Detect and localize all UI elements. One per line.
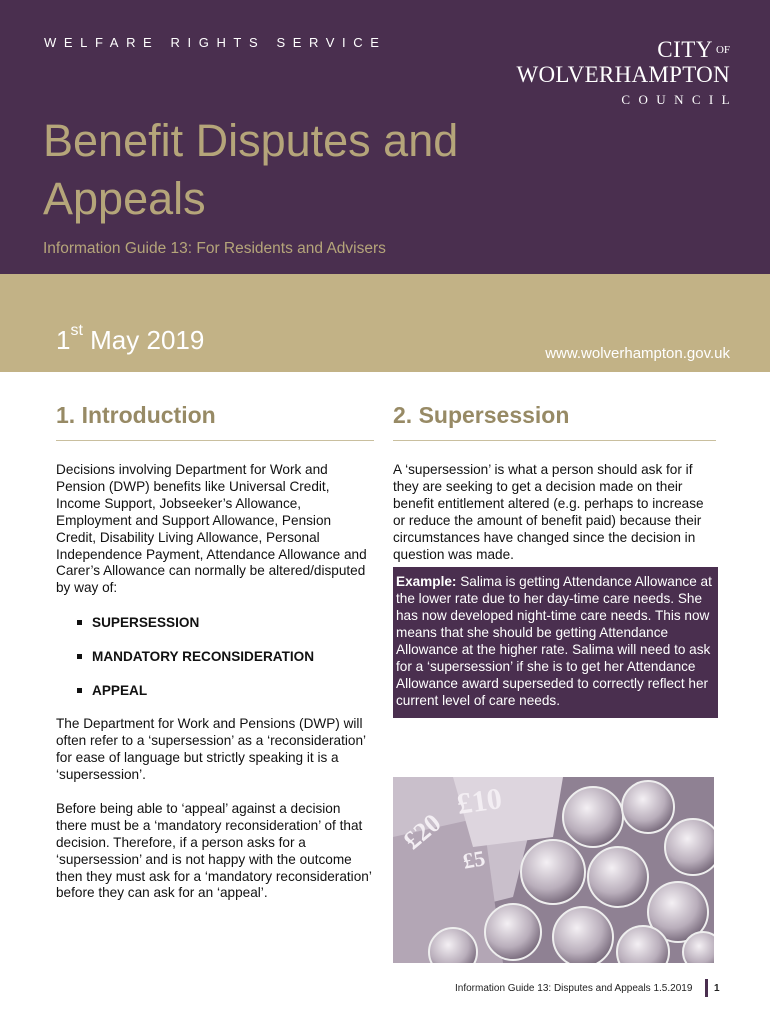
council-logo xyxy=(516,37,738,108)
service-name: WELFARE RIGHTS SERVICE xyxy=(44,35,387,50)
logo-of: OF xyxy=(715,44,730,56)
list-item: SUPERSESSION xyxy=(76,614,374,631)
logo-city: CITY xyxy=(657,37,713,62)
introduction-heading: 1. Introduction xyxy=(56,402,216,428)
website-link[interactable]: www.wolverhampton.gov.uk xyxy=(545,345,730,362)
note-label-20: £20 xyxy=(397,807,447,856)
example-text: Salima is getting Attendance Allowance at the lower rate due to her day-time care needs. She has now developed night-time care needs. This now means that she should be getting Attendance Allowance at the higher rate. Salima will need to ask for a ‘supersession’ if she is to get her Attendance Allowance award superseded to correctly reflect her current level of care needs. xyxy=(396,574,712,708)
heading-rule xyxy=(393,440,716,441)
list-item: MANDATORY RECONSIDERATION xyxy=(76,648,374,665)
logo-council: COUNCIL xyxy=(621,92,738,107)
footer-text: Information Guide 13: Disputes and Appeals 1.5.2019 xyxy=(455,983,693,994)
dispute-methods-list xyxy=(76,614,374,699)
introduction-paragraph-1: Decisions involving Department for Work and Pension (DWP) benefits like Universal Credit, Income Support, Jobseeker’s Allowance, Employment and Support Allowance, Pension Credit, Disability Living Allowance, Personal Independence Payment, Attendance Allowance and Carer’s Allowance can normally be altered/disputed by way of: xyxy=(56,462,367,596)
money-illustration xyxy=(393,777,714,963)
date-band xyxy=(0,274,770,372)
note-label-10: £10 xyxy=(454,782,505,821)
supersession-section xyxy=(393,402,716,718)
example-label: Example: xyxy=(396,574,457,590)
document-subtitle: Information Guide 13: For Residents and Advisers xyxy=(43,240,386,257)
supersession-heading: 2. Supersession xyxy=(393,402,570,428)
header-banner xyxy=(0,0,770,274)
introduction-section xyxy=(56,402,374,902)
date-suffix: st xyxy=(70,322,83,339)
logo-name: WOLVERHAMPTON xyxy=(516,62,730,87)
publication-date xyxy=(56,322,205,356)
date-rest: May 2019 xyxy=(82,325,205,355)
footer-divider xyxy=(705,979,708,997)
supersession-paragraph: A ‘supersession’ is what a person should ask for if they are seeking to get a decision made on their benefit entitlement altered (e.g. perhaps to increase or reduce the amount of benefit paid) because their circumstances have changed since the decision in question was made. xyxy=(393,462,704,562)
list-item: APPEAL xyxy=(76,682,374,699)
date-day: 1 xyxy=(56,325,71,355)
note-label-5: £5 xyxy=(460,845,487,874)
page-number: 1 xyxy=(714,983,720,994)
example-box xyxy=(393,567,718,717)
introduction-paragraph-3: Before being able to ‘appeal’ against a decision there must be a ‘mandatory reconsideration’ of that decision. Therefore, if a person asks for a ‘supersession’ and is not happy with the outcome then they must ask for a ‘mandatory reconsideration’ before they can ask for an ‘appeal’. xyxy=(56,800,372,901)
introduction-paragraph-2: The Department for Work and Pensions (DWP) will often refer to a ‘supersession’ as a ‘reconsideration’ for ease of language but strictly speaking it is a ‘supersession’. xyxy=(56,716,366,782)
document-title: Benefit Disputes and Appeals xyxy=(43,115,459,224)
money-photo xyxy=(393,777,714,963)
heading-rule xyxy=(56,440,374,441)
